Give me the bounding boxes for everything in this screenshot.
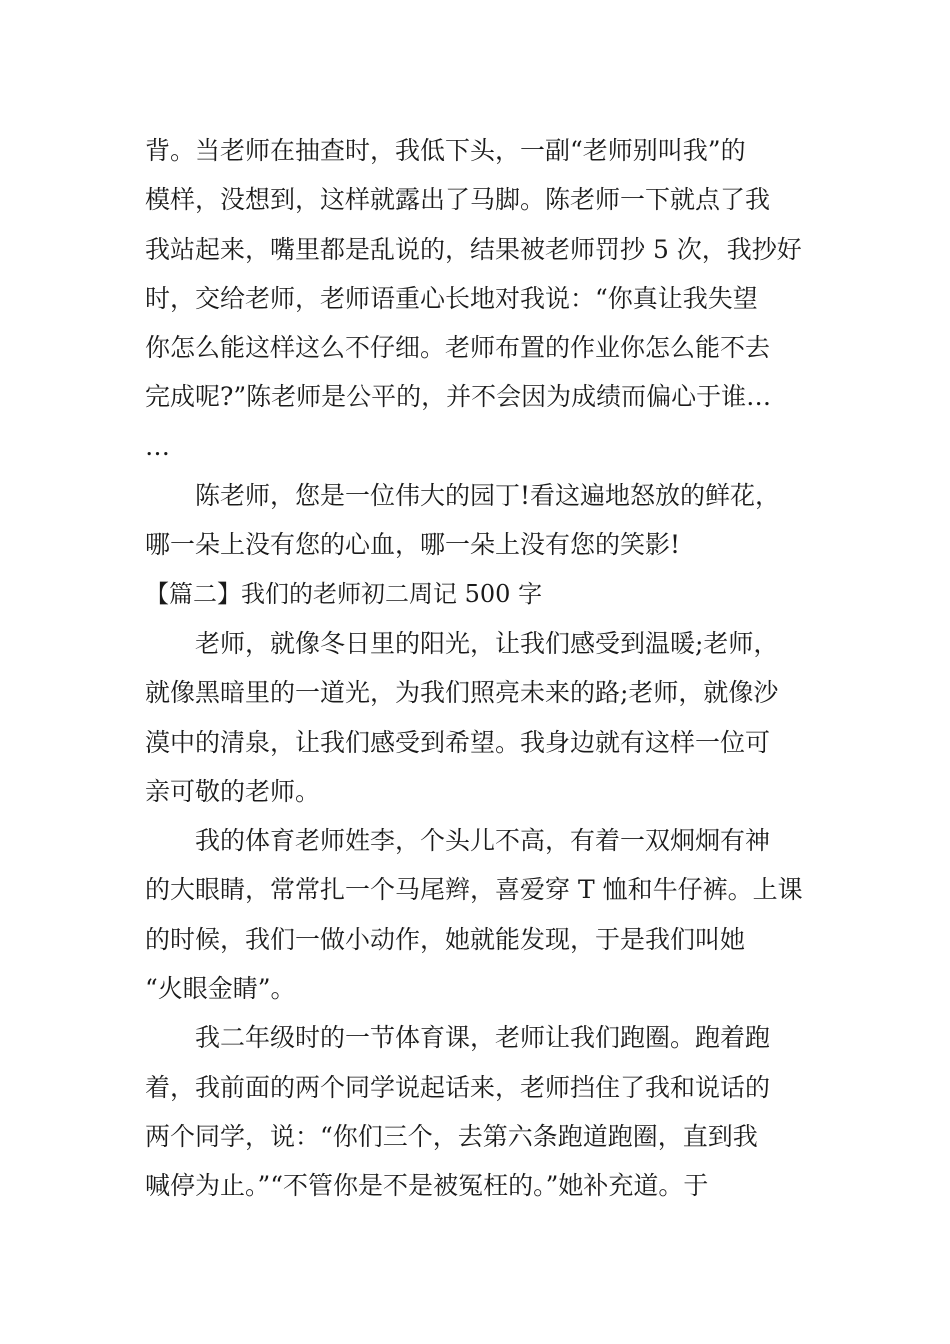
document-page [145, 126, 810, 1211]
text-line: … [145, 431, 170, 461]
text-line: 背。当老师在抽查时，我低下头，一副“老师别叫我”的 [145, 136, 746, 165]
text-line: 哪一朵上没有您的心血，哪一朵上没有您的笑影! [145, 530, 681, 560]
text-line: 的时候，我们一做小动作，她就能发现，于是我们叫她 [145, 924, 746, 954]
paragraph-first-line: 我二年级时的一节体育课，老师让我们跑圈。跑着跑 [195, 1023, 771, 1053]
text-line: 漠中的清泉，让我们感受到希望。我身边就有这样一位可 [145, 727, 771, 757]
text-line: 我站起来，嘴里都是乱说的，结果被老师罚抄 5 次，我抄好 [145, 234, 802, 264]
text-line: “火眼金睛”。 [145, 974, 296, 1004]
text-line: 完成呢?”陈老师是公平的，并不会因为成绩而偏心于谁… [145, 382, 772, 412]
text-line: 着，我前面的两个同学说起话来，老师挡住了我和说话的 [145, 1072, 771, 1102]
section-heading: 【篇二】我们的老师初二周记 500 字 [145, 579, 543, 608]
text-line: 时，交给老师，老师语重心长地对我说：“你真让我失望 [145, 283, 758, 313]
paragraph-first-line: 陈老师，您是一位伟大的园丁!看这遍地怒放的鲜花， [195, 481, 781, 511]
text-line: 亲可敬的老师。 [145, 776, 321, 806]
text-line: 就像黑暗里的一道光，为我们照亮未来的路;老师，就像沙 [145, 678, 779, 708]
text-line: 模样，没想到，这样就露出了马脚。陈老师一下就点了我 [145, 185, 771, 215]
paragraph-first-line: 我的体育老师姓李，个头儿不高，有着一双炯炯有神 [195, 826, 771, 856]
paragraph-first-line: 老师，就像冬日里的阳光，让我们感受到温暖;老师， [195, 628, 779, 658]
text-line: 的大眼睛，常常扎一个马尾辫，喜爱穿 T 恤和牛仔裤。上课 [145, 875, 803, 905]
text-line: 两个同学，说：“你们三个，去第六条跑道跑圈，直到我 [145, 1121, 758, 1151]
text-line: 你怎么能这样这么不仔细。老师布置的作业你怎么能不去 [145, 333, 771, 363]
text-line: 喊停为止。”“不管你是不是被冤枉的。”她补充道。于 [145, 1171, 709, 1201]
